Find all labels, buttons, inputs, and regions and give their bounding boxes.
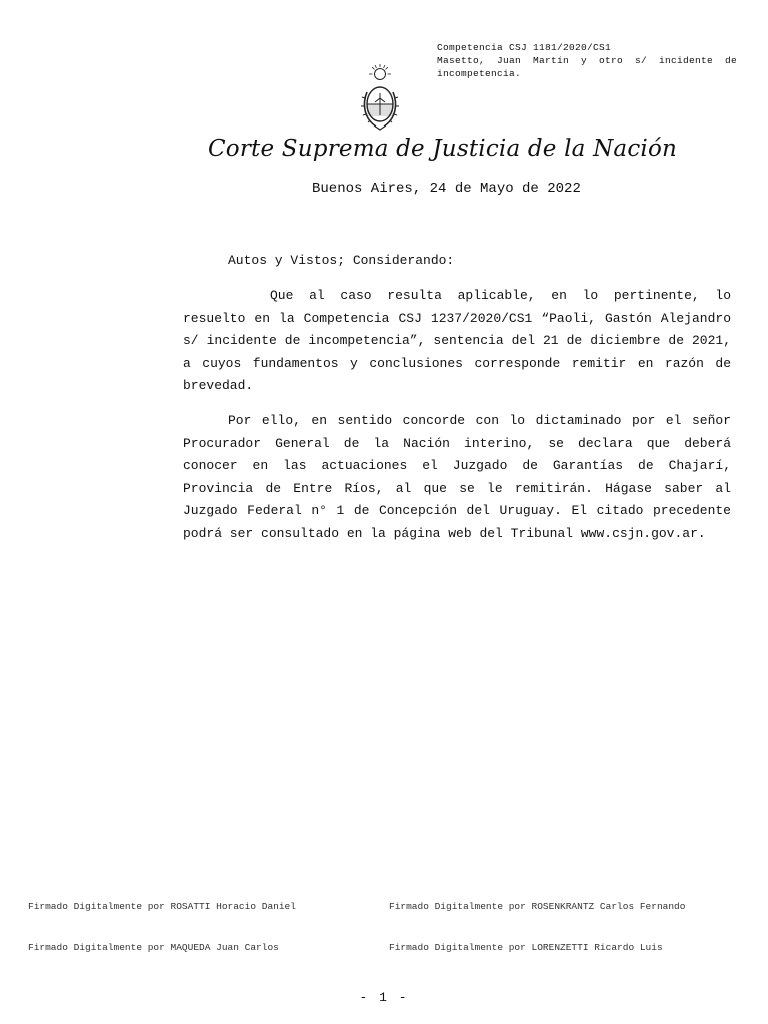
case-reference-line-1: Competencia CSJ 1181/2020/CS1 [437, 42, 612, 53]
paragraph-2: Por ello, en sentido concorde con lo dictaminado por el señor Procurador General de la Nación interino, se declara que deberá conocer en las actuaciones el Juzgado de Garantías de Chajarí, Provincia de Entre Ríos, al que se le remitirán. Hágase saber al Juzgado Federal n° 1 de Concepción del Uruguay. El citado precedente podrá ser consultado en la página web del Tribunal www.csjn.gov.ar. [183, 413, 731, 541]
signature-rosenkrantz: Firmado Digitalmente por ROSENKRANTZ Carlos Fernando [389, 901, 686, 912]
opening-line: Autos y Vistos; Considerando: [228, 253, 455, 268]
signature-maqueda: Firmado Digitalmente por MAQUEDA Juan Carlos [28, 942, 279, 953]
date-line: Buenos Aires, 24 de Mayo de 2022 [312, 181, 581, 197]
national-coat-of-arms-icon [356, 62, 404, 134]
signature-lorenzetti: Firmado Digitalmente por LORENZETTI Ricardo Luis [389, 942, 663, 953]
case-reference-line-3: incompetencia. [437, 68, 522, 79]
paragraph-1: Que al caso resulta aplicable, en lo pertinente, lo resuelto en la Competencia CSJ 1237/2020/CS1 “Paoli, Gastón Alejandro s/ incidente de incompetencia”, sentencia del 21 de diciembre de 2021, a cuyos fundamentos y conclusiones corresponde remitir en razón de brevedad. [183, 288, 731, 393]
court-name: Corte Suprema de Justicia de la Nación [208, 136, 678, 162]
page-number: - 1 - [359, 990, 409, 1005]
case-reference-line-2: Masetto, Juan Martín y otro s/ incidente de [437, 55, 737, 66]
case-reference [437, 41, 737, 80]
signature-rosatti: Firmado Digitalmente por ROSATTI Horacio Daniel [28, 901, 296, 912]
